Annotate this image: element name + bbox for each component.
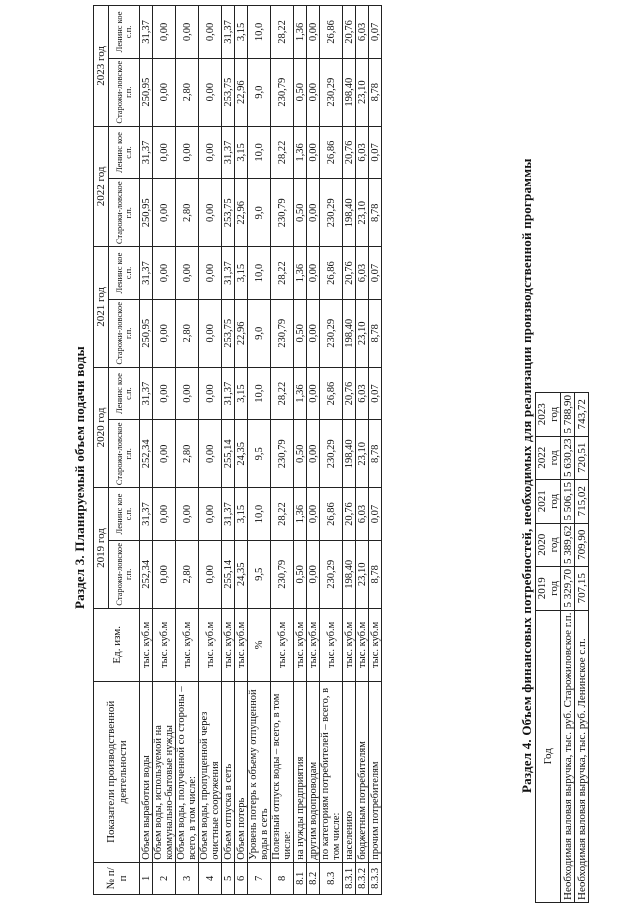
header-municipality: Ленинс кое с.п.: [109, 126, 140, 179]
row-value: 6,03: [356, 126, 369, 179]
row-value: 250,95: [140, 299, 153, 367]
row-value: 10,0: [248, 126, 271, 179]
row-value: 24,35: [235, 420, 248, 488]
row-value: 198,40: [343, 540, 356, 608]
row-value: 3,15: [235, 488, 248, 541]
row-value: 0,00: [307, 540, 320, 608]
row-value: 8,78: [369, 299, 382, 367]
row-value: 0,50: [294, 299, 307, 367]
row-value: 3,15: [235, 247, 248, 300]
row-value: 0,00: [153, 488, 176, 541]
row-number: 8.1: [294, 862, 307, 894]
row-value: 0,00: [307, 247, 320, 300]
row-unit: тыс. куб.м: [271, 608, 294, 681]
row-number: 8.3.3: [369, 862, 382, 894]
row-value: 8,78: [369, 540, 382, 608]
header-unit: Ед. изм.: [94, 608, 140, 681]
row-value: 20,76: [343, 488, 356, 541]
row-value: 0,50: [294, 179, 307, 247]
row-value: 0,00: [153, 540, 176, 608]
row-unit: тыс. куб.м: [153, 608, 176, 681]
row-value: 0,00: [199, 58, 222, 126]
row-value: 230,29: [320, 179, 343, 247]
row-number: 8.3.1: [343, 862, 356, 894]
row-value: 28,22: [271, 126, 294, 179]
row-value: 0,00: [153, 247, 176, 300]
row-value: 31,37: [222, 6, 235, 59]
row-value: 31,37: [222, 367, 235, 420]
row-value: 0,00: [199, 488, 222, 541]
row-value: 0,07: [369, 6, 382, 59]
table-row: [248, 6, 271, 895]
row-value: 0,07: [369, 488, 382, 541]
header-number: № п/п: [94, 862, 140, 894]
row-value: 230,79: [271, 179, 294, 247]
row-value: 198,40: [343, 420, 356, 488]
row-unit: тыс. куб.м: [294, 608, 307, 681]
header-year: 2020 год: [536, 523, 561, 567]
row-value: 9,5: [248, 420, 271, 488]
row-unit: тыс. куб.м: [140, 608, 153, 681]
row-value: 198,40: [343, 179, 356, 247]
row-value: 0,00: [307, 488, 320, 541]
row-value: 250,95: [140, 58, 153, 126]
row-value: 28,22: [271, 6, 294, 59]
row-value: 0,00: [199, 179, 222, 247]
row-value: 0,00: [153, 299, 176, 367]
row-value: 0,00: [199, 367, 222, 420]
row-value: 255,14: [222, 540, 235, 608]
row-value: 0,07: [369, 126, 382, 179]
row-indicator: на нужды предприятия: [294, 681, 307, 862]
row-value: 2,80: [176, 540, 199, 608]
row-number: 6: [235, 862, 248, 894]
row-value: 0,00: [307, 420, 320, 488]
row-indicator: Объем воды, используемой на коммунально-бытовые нужды: [153, 681, 176, 862]
row-value: 5 788,90: [561, 393, 575, 437]
row-value: 0,07: [369, 367, 382, 420]
row-indicator: бюджетным потребителям: [356, 681, 369, 862]
header-year: 2019 год: [536, 567, 561, 611]
header-year: 2023 год: [94, 6, 109, 127]
row-indicator: Объем потерь: [235, 681, 248, 862]
row-unit: тыс. куб.м: [320, 608, 343, 681]
row-unit: тыс. куб.м: [307, 608, 320, 681]
row-label: Необходимая валовая выручка, тыс. руб. Ленинское с.п.: [575, 610, 589, 902]
row-number: 8.3: [320, 862, 343, 894]
row-value: 23,10: [356, 299, 369, 367]
table-row: [199, 6, 222, 895]
row-indicator: населению: [343, 681, 356, 862]
section4-title: Раздел 4. Объем финансовых потребностей, необходимых для реализации производственной программы: [519, 158, 534, 793]
row-value: 0,00: [199, 540, 222, 608]
row-value: 198,40: [343, 299, 356, 367]
row-value: 0,00: [176, 367, 199, 420]
header-year: 2023 год: [536, 393, 561, 437]
row-value: 8,78: [369, 420, 382, 488]
row-value: 0,00: [199, 299, 222, 367]
row-value: 0,00: [307, 58, 320, 126]
row-value: 1,36: [294, 488, 307, 541]
header-year-label: Год: [536, 610, 561, 902]
row-value: 10,0: [248, 488, 271, 541]
row-value: 198,40: [343, 58, 356, 126]
table-row: [153, 6, 176, 895]
row-number: 7: [248, 862, 271, 894]
table-row: [320, 6, 343, 895]
row-value: 253,75: [222, 58, 235, 126]
header-year: 2021 год: [536, 480, 561, 524]
row-value: 26,86: [320, 126, 343, 179]
row-indicator: другим водопроводам: [307, 681, 320, 862]
row-value: 252,34: [140, 540, 153, 608]
table-row: [343, 6, 356, 895]
row-value: 0,00: [199, 6, 222, 59]
row-label: Необходимая валовая выручка, тыс. руб. Старожиловское г.п.: [561, 610, 575, 902]
row-unit: %: [248, 608, 271, 681]
header-municipality: Старожи-ловское г.п.: [109, 299, 140, 367]
row-indicator: Уровень потерь к объему отпущенной воды в сеть: [248, 681, 271, 862]
header-municipality: Ленинс кое с.п.: [109, 6, 140, 59]
row-value: 230,29: [320, 58, 343, 126]
row-value: 0,00: [153, 58, 176, 126]
row-value: 0,00: [199, 420, 222, 488]
row-value: 0,07: [369, 247, 382, 300]
row-value: 3,15: [235, 126, 248, 179]
row-value: 743,72: [575, 393, 589, 437]
row-value: 0,00: [307, 6, 320, 59]
row-value: 0,00: [307, 299, 320, 367]
water-supply-table-body: [140, 6, 382, 895]
row-value: 1,36: [294, 126, 307, 179]
section3-title: Раздел 3. Планируемый объем подачи воды: [72, 346, 87, 609]
row-indicator: прочим потребителям: [369, 681, 382, 862]
row-number: 8: [271, 862, 294, 894]
header-year: 2020 год: [94, 367, 109, 488]
row-value: 3,15: [235, 367, 248, 420]
header-municipality: Ленинс кое с.п.: [109, 367, 140, 420]
row-unit: тыс. куб.м: [176, 608, 199, 681]
row-value: 0,00: [199, 247, 222, 300]
row-value: 6,03: [356, 488, 369, 541]
row-value: 23,10: [356, 179, 369, 247]
row-unit: тыс. куб.м: [199, 608, 222, 681]
header-municipality: Ленинс кое с.п.: [109, 488, 140, 541]
row-value: 0,50: [294, 420, 307, 488]
financial-needs-table-body: [561, 393, 589, 903]
row-value: 230,79: [271, 420, 294, 488]
row-value: 0,00: [153, 179, 176, 247]
header-municipality: Старожи-ловское г.п.: [109, 179, 140, 247]
row-indicator: Объем воды, полученной со стороны – всего, в том числе:: [176, 681, 199, 862]
row-value: 5 630,23: [561, 436, 575, 480]
table-row: [369, 6, 382, 895]
row-value: 720,51: [575, 436, 589, 480]
row-value: 0,00: [199, 126, 222, 179]
header-year: 2022 год: [94, 126, 109, 247]
table-row: [235, 6, 248, 895]
row-value: 22,96: [235, 299, 248, 367]
row-value: 0,00: [176, 247, 199, 300]
row-value: 5 329,70: [561, 567, 575, 611]
row-value: 9,0: [248, 58, 271, 126]
row-value: 31,37: [140, 247, 153, 300]
row-value: 0,50: [294, 540, 307, 608]
row-value: 2,80: [176, 179, 199, 247]
row-value: 253,75: [222, 179, 235, 247]
row-value: 20,76: [343, 247, 356, 300]
row-value: 6,03: [356, 247, 369, 300]
row-value: 31,37: [222, 488, 235, 541]
row-value: 10,0: [248, 247, 271, 300]
row-value: 31,37: [140, 126, 153, 179]
row-number: 2: [153, 862, 176, 894]
row-value: 1,36: [294, 6, 307, 59]
row-value: 9,5: [248, 540, 271, 608]
row-value: 28,22: [271, 367, 294, 420]
row-value: 1,36: [294, 247, 307, 300]
header-municipality: Ленинс кое с.п.: [109, 247, 140, 300]
row-value: 0,50: [294, 58, 307, 126]
header-year: 2022 год: [536, 436, 561, 480]
row-value: 26,86: [320, 367, 343, 420]
row-value: 252,34: [140, 420, 153, 488]
header-year: 2021 год: [94, 247, 109, 368]
row-value: 31,37: [140, 6, 153, 59]
row-value: 28,22: [271, 488, 294, 541]
table-row: [222, 6, 235, 895]
row-unit: тыс. куб.м: [369, 608, 382, 681]
row-value: 0,00: [153, 367, 176, 420]
row-indicator: по категориям потребителей – всего, в том числе:: [320, 681, 343, 862]
water-supply-table: [93, 5, 382, 895]
row-value: 253,75: [222, 299, 235, 367]
row-value: 0,00: [153, 126, 176, 179]
row-value: 0,00: [153, 6, 176, 59]
row-value: 230,79: [271, 58, 294, 126]
row-value: 9,0: [248, 299, 271, 367]
row-value: 20,76: [343, 126, 356, 179]
row-value: 230,29: [320, 299, 343, 367]
row-value: 0,00: [176, 126, 199, 179]
row-value: 31,37: [222, 126, 235, 179]
row-value: 230,29: [320, 540, 343, 608]
row-value: 23,10: [356, 58, 369, 126]
row-value: 23,10: [356, 540, 369, 608]
row-value: 709,90: [575, 523, 589, 567]
row-value: 6,03: [356, 6, 369, 59]
row-number: 4: [199, 862, 222, 894]
row-value: 31,37: [140, 488, 153, 541]
header-indicator: Показатели производственной деятельности: [94, 681, 140, 862]
row-value: 22,96: [235, 179, 248, 247]
table-row: [561, 393, 575, 903]
row-value: 24,35: [235, 540, 248, 608]
row-value: 707,15: [575, 567, 589, 611]
row-value: 1,36: [294, 367, 307, 420]
row-value: 2,80: [176, 420, 199, 488]
row-value: 3,15: [235, 6, 248, 59]
row-value: 26,86: [320, 247, 343, 300]
row-value: 0,00: [307, 367, 320, 420]
row-indicator: Объем отпуска в сеть: [222, 681, 235, 862]
row-value: 250,95: [140, 179, 153, 247]
row-number: 8.3.2: [356, 862, 369, 894]
row-value: 8,78: [369, 58, 382, 126]
row-value: 0,00: [307, 179, 320, 247]
row-value: 2,80: [176, 299, 199, 367]
table-row: [575, 393, 589, 903]
header-municipality: Старожи-ловское г.п.: [109, 420, 140, 488]
row-value: 23,10: [356, 420, 369, 488]
row-number: 3: [176, 862, 199, 894]
row-value: 715,02: [575, 480, 589, 524]
row-value: 230,79: [271, 540, 294, 608]
row-unit: тыс. куб.м: [356, 608, 369, 681]
row-value: 6,03: [356, 367, 369, 420]
header-municipality: Старожи-ловское г.п.: [109, 540, 140, 608]
row-value: 22,96: [235, 58, 248, 126]
financial-needs-table: [535, 392, 589, 903]
row-value: 26,86: [320, 488, 343, 541]
row-unit: тыс. куб.м: [235, 608, 248, 681]
row-value: 0,00: [307, 126, 320, 179]
row-value: 10,0: [248, 367, 271, 420]
row-value: 20,76: [343, 367, 356, 420]
row-unit: тыс. куб.м: [222, 608, 235, 681]
row-value: 0,00: [176, 488, 199, 541]
header-year: 2019 год: [94, 488, 109, 609]
table-row: [307, 6, 320, 895]
table-row: [140, 6, 153, 895]
row-value: 31,37: [140, 367, 153, 420]
row-number: 5: [222, 862, 235, 894]
header-municipality: Старожи-ловское г.п.: [109, 58, 140, 126]
row-value: 9,0: [248, 179, 271, 247]
row-value: 5 389,62: [561, 523, 575, 567]
row-value: 230,79: [271, 299, 294, 367]
row-value: 26,86: [320, 6, 343, 59]
row-value: 0,00: [176, 6, 199, 59]
row-number: 8.2: [307, 862, 320, 894]
row-indicator: Объем воды, пропущенной через очистные сооружения: [199, 681, 222, 862]
row-number: 1: [140, 862, 153, 894]
row-value: 230,29: [320, 420, 343, 488]
row-value: 28,22: [271, 247, 294, 300]
table-row: [294, 6, 307, 895]
row-value: 20,76: [343, 6, 356, 59]
row-indicator: Объем выработки воды: [140, 681, 153, 862]
table-row: [356, 6, 369, 895]
row-value: 0,00: [153, 420, 176, 488]
row-value: 31,37: [222, 247, 235, 300]
table-row: [176, 6, 199, 895]
row-indicator: Полезный отпуск воды – всего, в том числе:: [271, 681, 294, 862]
row-value: 2,80: [176, 58, 199, 126]
row-unit: тыс. куб.м: [343, 608, 356, 681]
row-value: 255,14: [222, 420, 235, 488]
row-value: 8,78: [369, 179, 382, 247]
row-value: 5 506,15: [561, 480, 575, 524]
table-row: [271, 6, 294, 895]
row-value: 10,0: [248, 6, 271, 59]
